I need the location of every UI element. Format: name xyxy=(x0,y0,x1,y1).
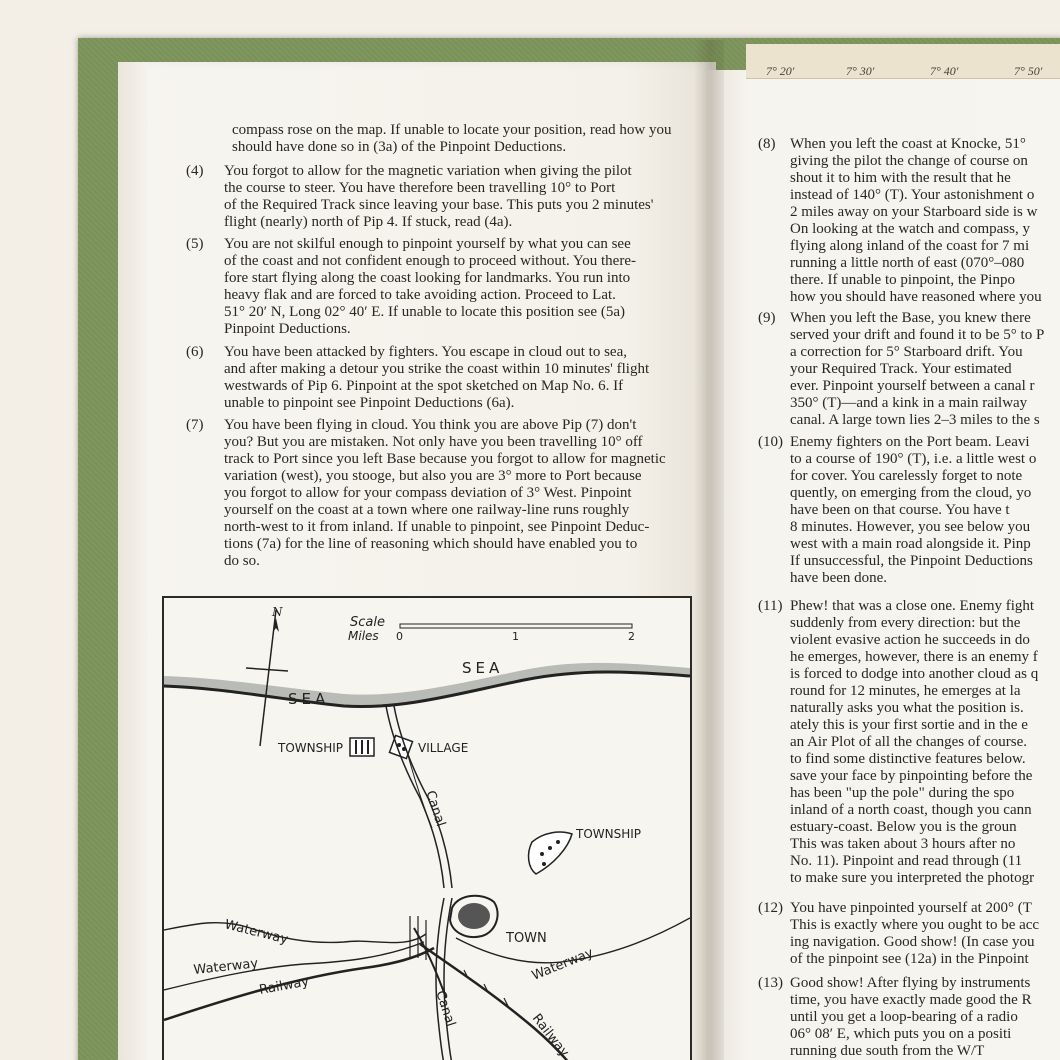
text-line: west with a main road alongside it. Pinp xyxy=(790,536,1031,552)
waterway-label: Waterway xyxy=(223,917,290,948)
paragraph-4 xyxy=(186,163,674,231)
text-line: and after making a detour you strike the coast within 10 minutes' flight xyxy=(224,361,650,377)
text-line: save your face by pinpointing before the xyxy=(790,768,1033,784)
text-line: he emerges, however, there is an enemy f xyxy=(790,649,1038,665)
scale-bar xyxy=(400,624,632,628)
text-line: how you should have reasoned where you xyxy=(790,289,1042,305)
text-line: track to Port since you left Base because you forgot to allow for magnetic xyxy=(224,451,666,467)
north-label: N xyxy=(272,605,283,619)
compass-cross xyxy=(246,668,288,671)
text-line: instead of 140° (T). Your astonishment o xyxy=(790,187,1035,203)
scale-tick: 1 xyxy=(512,630,519,643)
town-label: TOWN xyxy=(506,931,547,946)
text-line: You have been attacked by fighters. You escape in cloud out to sea, xyxy=(224,344,627,360)
scale-units: Miles xyxy=(348,629,379,643)
text-line: ever. Pinpoint yourself between a canal r xyxy=(790,378,1035,394)
text-line: estuary-coast. Below you is the groun xyxy=(790,819,1017,835)
paragraph-13 xyxy=(758,975,1060,1060)
text-line: This is exactly where you ought to be acc xyxy=(790,917,1040,933)
map-drawing xyxy=(164,598,690,1060)
paragraph-number: (13) xyxy=(758,975,783,991)
text-line: heavy flak and are forced to take avoiding action. Proceed to Lat. xyxy=(224,287,616,303)
text-line: running due south from the W/T xyxy=(790,1043,985,1059)
text-line: tions (7a) for the line of reasoning which should have enabled you to xyxy=(224,536,638,552)
text-line: Good show! After flying by instruments xyxy=(790,975,1031,991)
text-line: has been "up the pole" during the spo xyxy=(790,785,1015,801)
fold-out-map-strip xyxy=(746,44,1060,79)
text-line: violent evasive action he succeeds in do xyxy=(790,632,1030,648)
text-line: When you left the coast at Knocke, 51° xyxy=(790,136,1026,152)
text-line: flying along inland of the coast for 7 mi xyxy=(790,238,1030,254)
text-line: canal. A large town lies 2–3 miles to the s xyxy=(790,412,1040,428)
text-line: there. If unable to pinpoint, the Pinpo xyxy=(790,272,1015,288)
paragraph-number: (11) xyxy=(758,598,783,614)
text-line: you? But you are mistaken. Not only have you been travelling 10° off xyxy=(224,434,643,450)
text-line: You have been flying in cloud. You think you are above Pip (7) don't xyxy=(224,417,637,433)
paragraph-number: (6) xyxy=(186,344,204,360)
sea-label: SEA xyxy=(462,659,504,677)
text-line: of the Required Track since leaving your base. This puts you 2 minutes' xyxy=(224,197,654,213)
text-line: naturally asks you what the position is. xyxy=(790,700,1024,716)
text-line: an Air Plot of all the changes of course. xyxy=(790,734,1028,750)
paragraph-number: (8) xyxy=(758,136,776,152)
text-line: Pinpoint Deductions. xyxy=(224,321,351,337)
waterway-label: Waterway xyxy=(192,956,259,978)
township-label: TOWNSHIP xyxy=(278,741,344,755)
text-line: unable to pinpoint see Pinpoint Deductions (6a). xyxy=(224,395,515,411)
railway-label: Railway xyxy=(258,974,311,998)
canal-label: Canal xyxy=(432,988,459,1029)
coord-label: 7° 50′ xyxy=(1014,64,1043,78)
text-line: your Required Track. Your estimated xyxy=(790,361,1012,377)
canal-label: Canal xyxy=(422,788,449,829)
text-line: 2 miles away on your Starboard side is w xyxy=(790,204,1038,220)
sea-label: SEA xyxy=(288,690,330,708)
paragraph-5 xyxy=(186,236,674,338)
text-line: running a little north of east (070°–080 xyxy=(790,255,1025,271)
text-line: you forgot to allow for your compass deviation of 3° West. Pinpoint xyxy=(224,485,632,501)
left-page-edge xyxy=(118,62,148,1060)
text-line: to make sure you interpreted the photogr xyxy=(790,870,1035,886)
township-icon xyxy=(350,738,374,756)
text-line: You have pinpointed yourself at 200° (T xyxy=(790,900,1032,916)
text-line: for cover. You carelessly forget to note xyxy=(790,468,1023,484)
text-line: is forced to dodge into another cloud as q xyxy=(790,666,1039,682)
coord-label: 7° 40′ xyxy=(930,64,959,78)
text-line: When you left the Base, you knew there xyxy=(790,310,1031,326)
paragraph-number: (7) xyxy=(186,417,204,433)
text-line: You are not skilful enough to pinpoint yourself by what you can see xyxy=(224,236,631,252)
text-line: round for 12 minutes, he emerges at la xyxy=(790,683,1021,699)
text-line: 350° (T)—and a kink in a main railway xyxy=(790,395,1028,411)
text-line: of the coast and not confident enough to proceed without. You there- xyxy=(224,253,636,269)
paragraph-8 xyxy=(758,136,1060,306)
text-line: suddenly from every direction: but the xyxy=(790,615,1021,631)
text-line: Enemy fighters on the Port beam. Leavi xyxy=(790,434,1030,450)
text-line: time, you have exactly made good the R xyxy=(790,992,1032,1008)
text-line: yourself on the coast at a town where one railway-line runs roughly xyxy=(224,502,630,518)
paragraph-12 xyxy=(758,900,1060,968)
text-line: shout it to him with the result that he xyxy=(790,170,1011,186)
text-line: If unsuccessful, the Pinpoint Deductions xyxy=(790,553,1033,569)
text-line: should have done so in (3a) of the Pinpoint Deductions. xyxy=(232,139,567,155)
text-line: flight (nearly) north of Pip 4. If stuck, read (4a). xyxy=(224,214,513,230)
text-line: have been on that course. You have t xyxy=(790,502,1010,518)
village-label: VILLAGE xyxy=(418,741,469,755)
paragraph-number: (12) xyxy=(758,900,783,916)
text-line: This was taken about 3 hours after no xyxy=(790,836,1016,852)
waterway-label: Waterway xyxy=(529,945,596,984)
text-line: On looking at the watch and compass, y xyxy=(790,221,1030,237)
text-line: 8 minutes. However, you see below you xyxy=(790,519,1031,535)
coord-label: 7° 30′ xyxy=(846,64,875,78)
paragraph-number: (5) xyxy=(186,236,204,252)
text-line: to a course of 190° (T), i.e. a little west o xyxy=(790,451,1037,467)
paragraph-number: (4) xyxy=(186,163,204,179)
text-line: until you get a loop-bearing of a radio xyxy=(790,1009,1018,1025)
text-line: north-west to it from inland. If unable to pinpoint, see Pinpoint Deduc- xyxy=(224,519,650,535)
paragraph-number: (9) xyxy=(758,310,776,326)
town-icon xyxy=(450,896,498,937)
text-line: giving the pilot the change of course on xyxy=(790,153,1028,169)
scale-tick: 0 xyxy=(396,630,403,643)
text-line: 51° 20′ N, Long 02° 40′ E. If unable to locate this position see (5a) xyxy=(224,304,625,320)
paragraph-10 xyxy=(758,434,1060,587)
text-line: to find some distinctive features below. xyxy=(790,751,1026,767)
text-line: a correction for 5° Starboard drift. You xyxy=(790,344,1023,360)
scale-label: Scale xyxy=(350,615,385,630)
continuation-paragraph xyxy=(232,122,674,156)
scale-tick: 2 xyxy=(628,630,635,643)
text-line: 06° 08′ E, which puts you on a positi xyxy=(790,1026,1012,1042)
text-line: ing navigation. Good show! (In case you xyxy=(790,934,1035,950)
text-line: do so. xyxy=(224,553,260,569)
text-line: Phew! that was a close one. Enemy fight xyxy=(790,598,1035,614)
township-icon xyxy=(529,832,572,874)
text-line: served your drift and found it to be 5° to P xyxy=(790,327,1045,343)
paragraph-11 xyxy=(758,598,1060,887)
sketch-map xyxy=(162,596,692,1060)
text-line: westwards of Pip 6. Pinpoint at the spot sketched on Map No. 6. If xyxy=(224,378,624,394)
paragraph-number: (10) xyxy=(758,434,783,450)
text-line: inland of a north coast, though you cann xyxy=(790,802,1032,818)
text-line: No. 11). Pinpoint and read through (11 xyxy=(790,853,1023,869)
text-line: variation (west), you stooge, but also you are 3° more to Port because xyxy=(224,468,642,484)
text-line: have been done. xyxy=(790,570,888,586)
text-line: fore start flying along the coast looking for landmarks. You run into xyxy=(224,270,631,286)
waterway xyxy=(164,923,426,943)
paragraph-9 xyxy=(758,310,1060,429)
coord-label: 7° 20′ xyxy=(766,64,795,78)
text-line: quently, on emerging from the cloud, yo xyxy=(790,485,1032,501)
text-line: of the pinpoint see (12a) in the Pinpoint xyxy=(790,951,1029,967)
text-line: You forgot to allow for the magnetic variation when giving the pilot xyxy=(224,163,632,179)
text-line: compass rose on the map. If unable to locate your position, read how you xyxy=(232,122,672,138)
township-label: TOWNSHIP xyxy=(576,827,642,841)
book-gutter xyxy=(694,40,724,1060)
paragraph-7 xyxy=(186,417,674,570)
text-line: ately this is your first sortie and in the e xyxy=(790,717,1028,733)
railway-label: Railway xyxy=(528,1011,572,1060)
text-line: the course to steer. You have therefore been travelling 10° to Port xyxy=(224,180,616,196)
paragraph-6 xyxy=(186,344,674,412)
